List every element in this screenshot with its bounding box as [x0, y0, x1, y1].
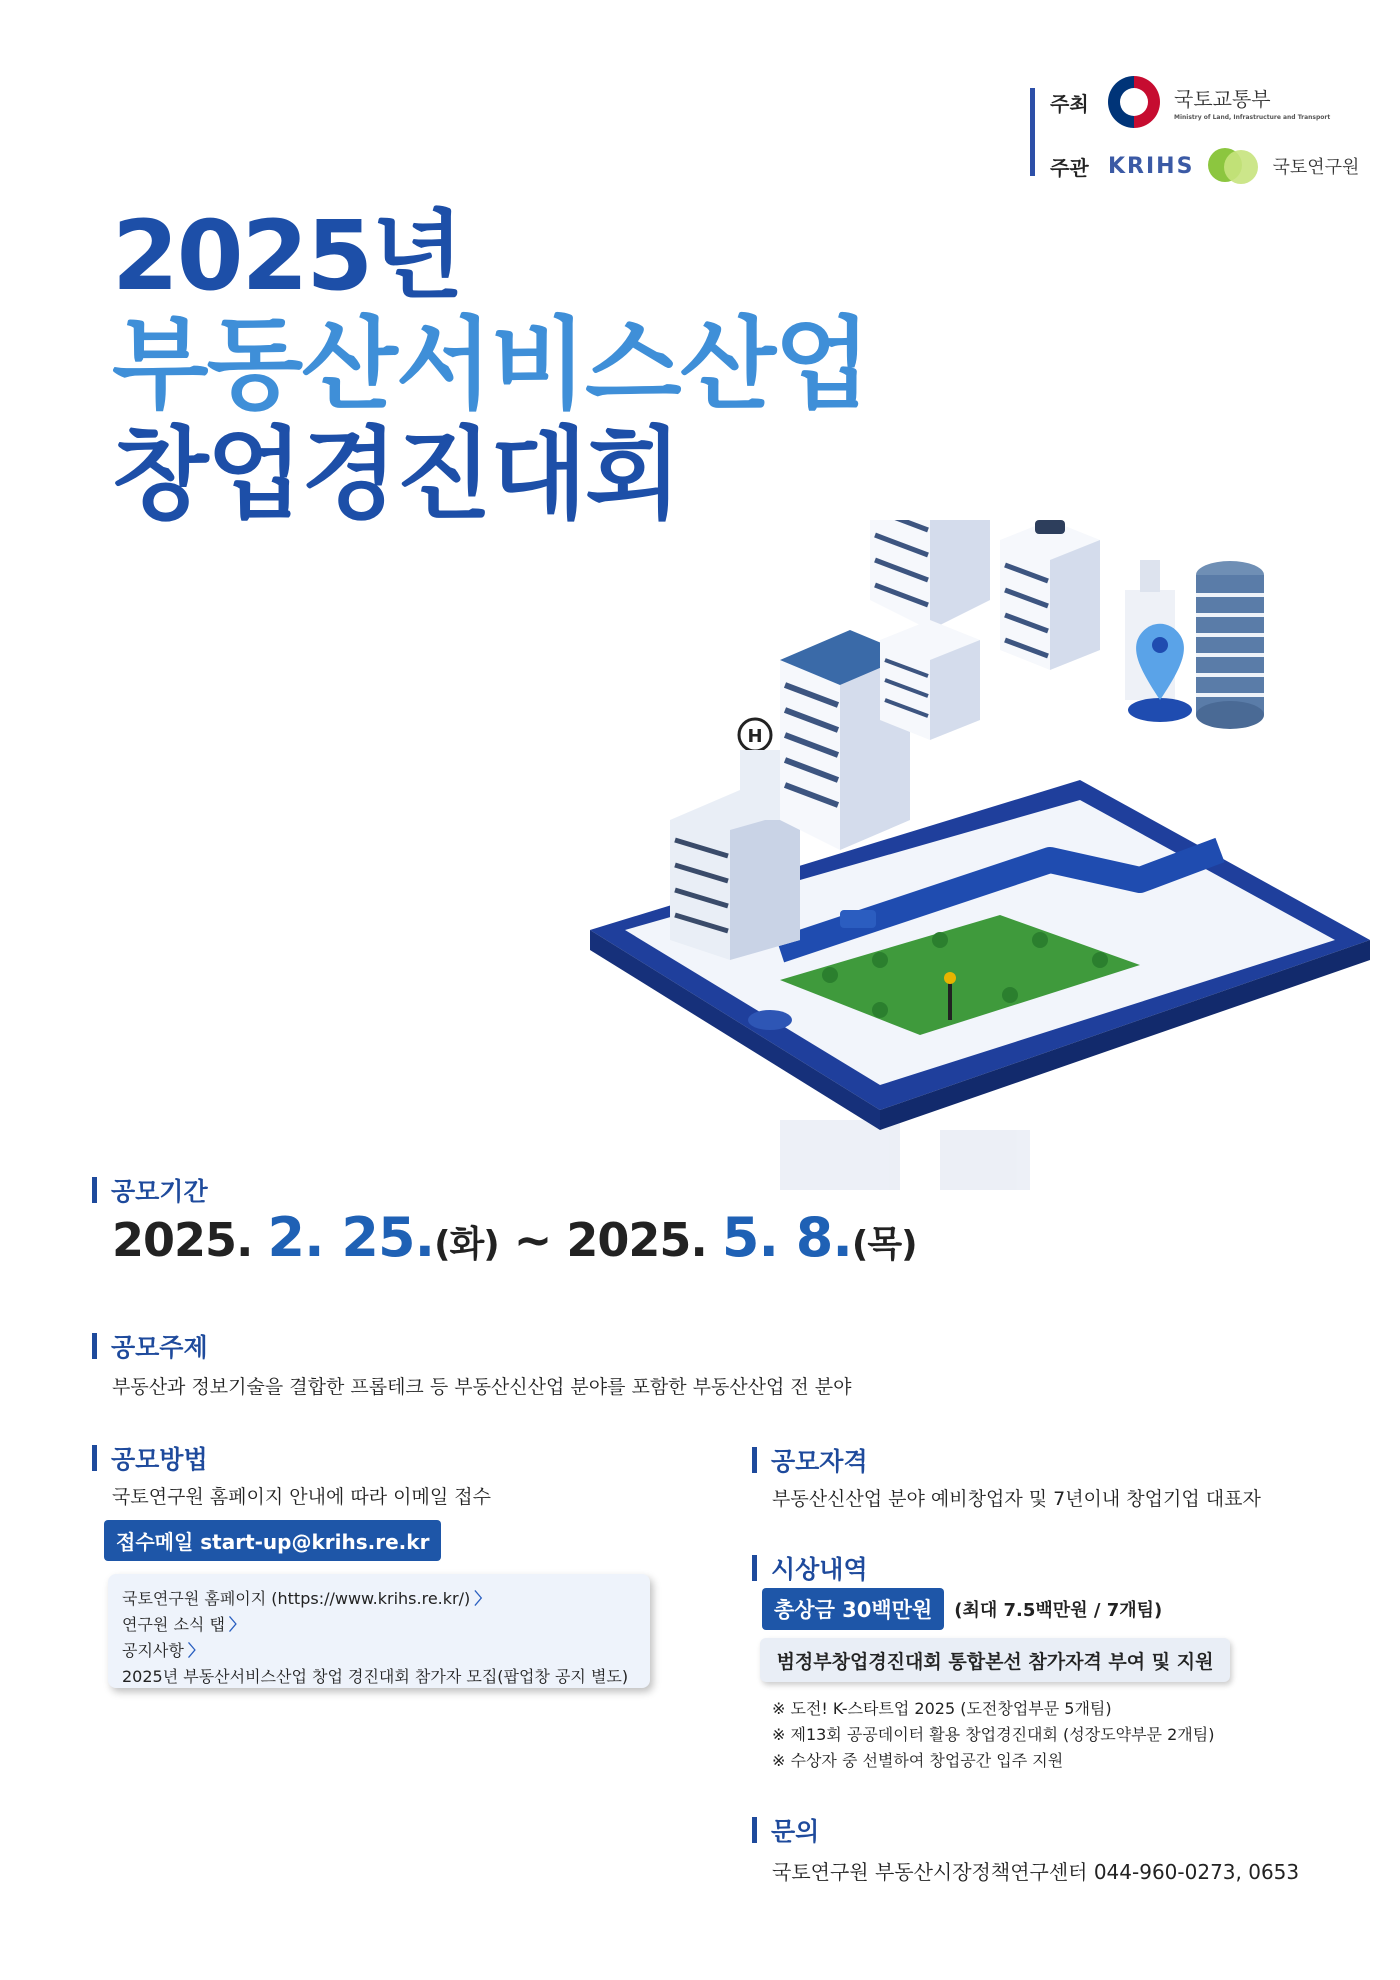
awards-notes [772, 1696, 1214, 1774]
title-competition: 창업경진대회 [112, 416, 680, 533]
awards-total-row [762, 1588, 1162, 1630]
heading-bar [752, 1817, 757, 1843]
host-name-block [1174, 83, 1330, 121]
organizer-role: 주관 [1050, 155, 1089, 180]
organizer-name: 국토연구원 [1272, 157, 1360, 178]
start-dow: (화) [434, 1224, 499, 1265]
eligibility-text: 부동산신산업 분야 예비창업자 및 7년이내 창업기업 대표자 [772, 1488, 1261, 1510]
step-notice-label: 공지사항 [122, 1641, 184, 1660]
heading-bar [752, 1555, 757, 1581]
date-separator: ~ [498, 1213, 567, 1267]
host-name: 국토교통부 [1174, 87, 1271, 111]
taeguk-logo-icon [1108, 76, 1160, 128]
step-recruit-post-label: 2025년 부동산서비스산업 창업 경진대회 참가자 모집(팝업창 공지 별도) [122, 1667, 629, 1686]
host-sub: Ministry of Land, Infrastructure and Transport [1174, 114, 1331, 121]
chevron-right-icon: 〉 [228, 1615, 245, 1634]
award-note: ※ 도전! K-스타트업 2025 (도전창업부문 5개팀) [772, 1699, 1112, 1718]
host-row [1050, 76, 1330, 128]
heading-bar [752, 1447, 757, 1473]
header-divider [1030, 88, 1035, 176]
email-badge-wrap [104, 1520, 441, 1561]
step-news-tab[interactable] [122, 1612, 636, 1638]
method-label: 공모방법 [111, 1445, 208, 1474]
period-label: 공모기간 [111, 1177, 208, 1206]
support-box: 범정부창업경진대회 통합본선 참가자격 부여 및 지원 [760, 1638, 1230, 1682]
smart-city-tablet-illustration [580, 520, 1380, 1200]
heading-bar [92, 1333, 97, 1359]
awards-label: 시상내역 [771, 1555, 868, 1584]
host-role: 주최 [1050, 91, 1089, 116]
theme-label: 공모주제 [111, 1333, 208, 1362]
award-note: ※ 제13회 공공데이터 활용 창업경진대회 (성장도약부문 2개팀) [772, 1725, 1215, 1744]
title-year: 2025년 [112, 200, 462, 312]
theme-heading [92, 1328, 208, 1364]
step-news-tab-label: 연구원 소식 탭 [122, 1615, 225, 1634]
krihs-logo-text: KRIHS [1108, 153, 1195, 179]
award-note: ※ 수상자 중 선별하여 창업공간 입주 지원 [772, 1751, 1064, 1770]
period-dates [112, 1206, 917, 1269]
heading-bar [92, 1445, 97, 1471]
method-heading [92, 1440, 208, 1476]
svg-text:H: H [747, 726, 763, 747]
contact-label: 문의 [771, 1817, 820, 1846]
theme-text: 부동산과 정보기술을 결합한 프롭테크 등 부동산신산업 분야를 포함한 부동산산업 전 분야 [112, 1376, 852, 1398]
start-date: 2. 25. [267, 1206, 435, 1269]
chevron-right-icon: 〉 [187, 1641, 204, 1660]
heading-bar [92, 1177, 97, 1203]
eligibility-heading [752, 1442, 868, 1478]
application-steps-box [108, 1574, 650, 1688]
end-date: 5. 8. [721, 1206, 852, 1269]
total-prize-badge: 총상금 30백만원 [762, 1588, 944, 1630]
end-dow: (목) [851, 1224, 917, 1265]
start-year: 2025. [112, 1213, 253, 1267]
end-year: 2025. [566, 1213, 707, 1267]
prize-detail: (최대 7.5백만원 / 7개팀) [954, 1600, 1163, 1621]
email-badge[interactable]: 접수메일 start-up@krihs.re.kr [104, 1520, 441, 1561]
period-heading [92, 1172, 208, 1208]
organizer-row [1050, 144, 1359, 188]
step-recruit-post[interactable] [122, 1664, 636, 1690]
contact-text: 국토연구원 부동산시장정책연구센터 044-960-0273, 0653 [772, 1860, 1300, 1884]
eligibility-label: 공모자격 [771, 1447, 868, 1476]
krihs-logo-icon [1208, 144, 1258, 188]
chevron-right-icon: 〉 [474, 1589, 491, 1608]
step-homepage-label: 국토연구원 홈페이지 (https://www.krihs.re.kr/) [122, 1589, 471, 1608]
method-text: 국토연구원 홈페이지 안내에 따라 이메일 접수 [112, 1486, 491, 1508]
step-notice[interactable] [122, 1638, 636, 1664]
awards-heading [752, 1550, 868, 1586]
title-industry: 부동산서비스산업 [112, 306, 869, 423]
contact-heading [752, 1812, 819, 1848]
step-homepage[interactable] [122, 1586, 636, 1612]
